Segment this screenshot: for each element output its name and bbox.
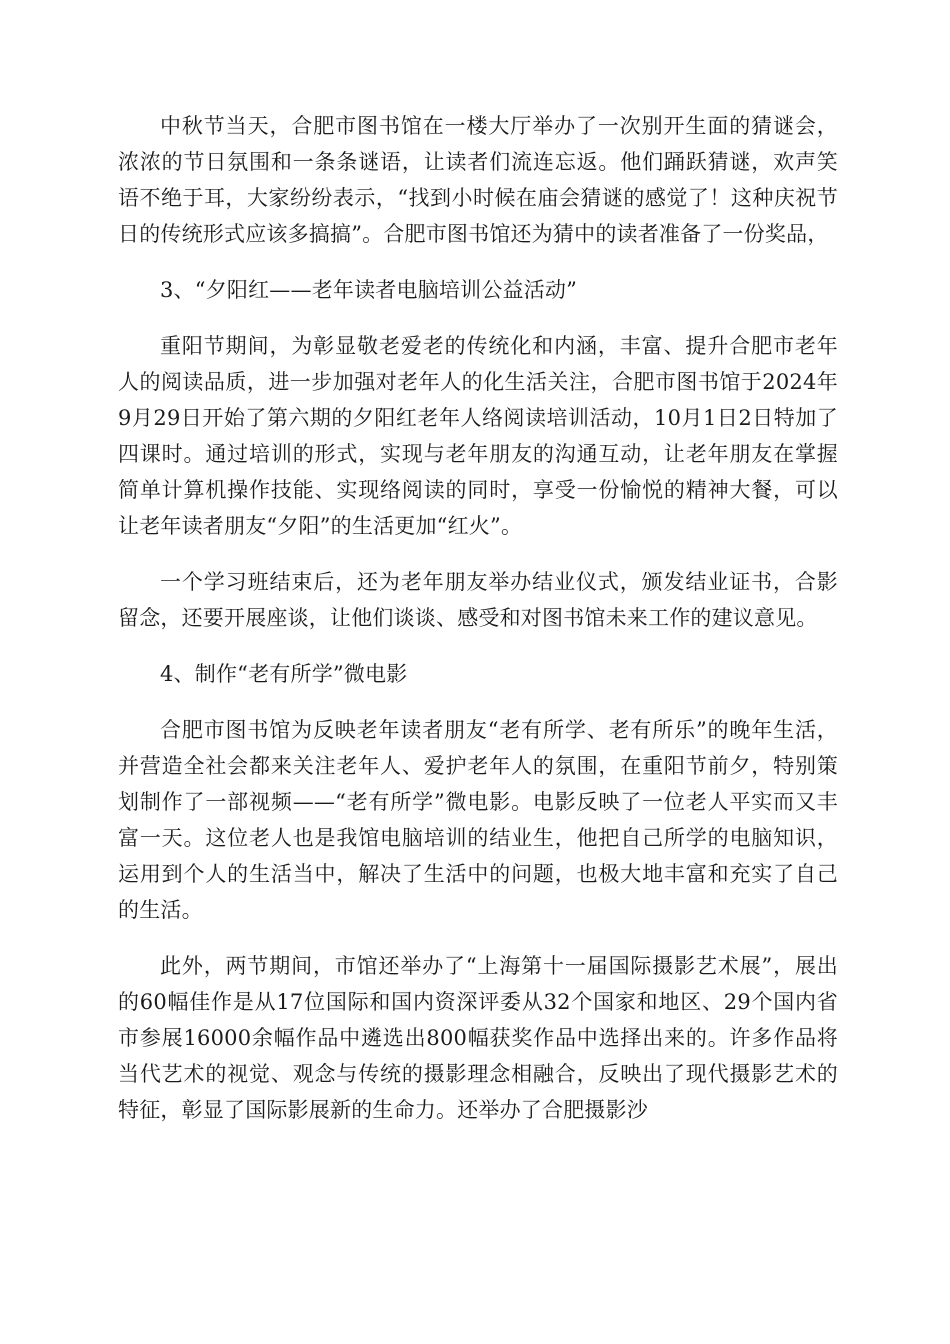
- document-page: [118, 108, 838, 1128]
- paragraph-micro-film: 合肥市图书馆为反映老年读者朋友“老有所学、老有所乐”的晚年生活，并营造全社会都来关注老年人、爱护老年人的氛围，在重阳节前夕，特别策划制作了一部视频——“老有所学”微电影。电影反映了一位老人平实而又丰富一天。这位老人也是我馆电脑培训的结业生，他把自己所学的电脑知识，运用到个人的生活当中，解决了生活中的问题，也极大地丰富和充实了自己的生活。: [118, 718, 838, 922]
- paragraph-double-ninth: 重阳节期间，为彰显敬老爱老的传统化和内涵，丰富、提升合肥市老年人的阅读品质，进一步加强对老年人的化生活关注，合肥市图书馆于2024年9月29日开始了第六期的夕阳红老年人络阅读培训活动，10月1日2日特加了四课时。通过培训的形式，实现与老年朋友的沟通互动，让老年朋友在掌握简单计算机操作技能、实现络阅读的同时，享受一份愉悦的精神大餐，可以让老年读者朋友“夕阳”的生活更加“红火”。: [118, 334, 838, 538]
- paragraph-graduation: 一个学习班结束后，还为老年朋友举办结业仪式，颁发结业证书，合影留念，还要开展座谈，让他们谈谈、感受和对图书馆未来工作的建议意见。: [118, 570, 838, 630]
- section-heading-3: 3、“夕阳红——老年读者电脑培训公益活动”: [160, 278, 578, 302]
- section-heading-4: 4、制作“老有所学”微电影: [160, 662, 408, 686]
- paragraph-photo-exhibition: 此外，两节期间，市馆还举办了“上海第十一届国际摄影艺术展”，展出的60幅佳作是从17位国际和国内资深评委从32个国家和地区、29个国内省市参展16000余幅作品中遴选出800幅获奖作品中选择出来的。许多作品将当代艺术的视觉、观念与传统的摄影理念相融合，反映出了现代摄影艺术的特征，彰显了国际影展新的生命力。还举办了合肥摄影沙: [118, 954, 838, 1122]
- paragraph-mid-autumn: 中秋节当天，合肥市图书馆在一楼大厅举办了一次别开生面的猜谜会，浓浓的节日氛围和一条条谜语，让读者们流连忘返。他们踊跃猜谜，欢声笑语不绝于耳，大家纷纷表示，“找到小时候在庙会猜谜的感觉了！这种庆祝节日的传统形式应该多搞搞”。合肥市图书馆还为猜中的读者准备了一份奖品，: [118, 114, 838, 246]
